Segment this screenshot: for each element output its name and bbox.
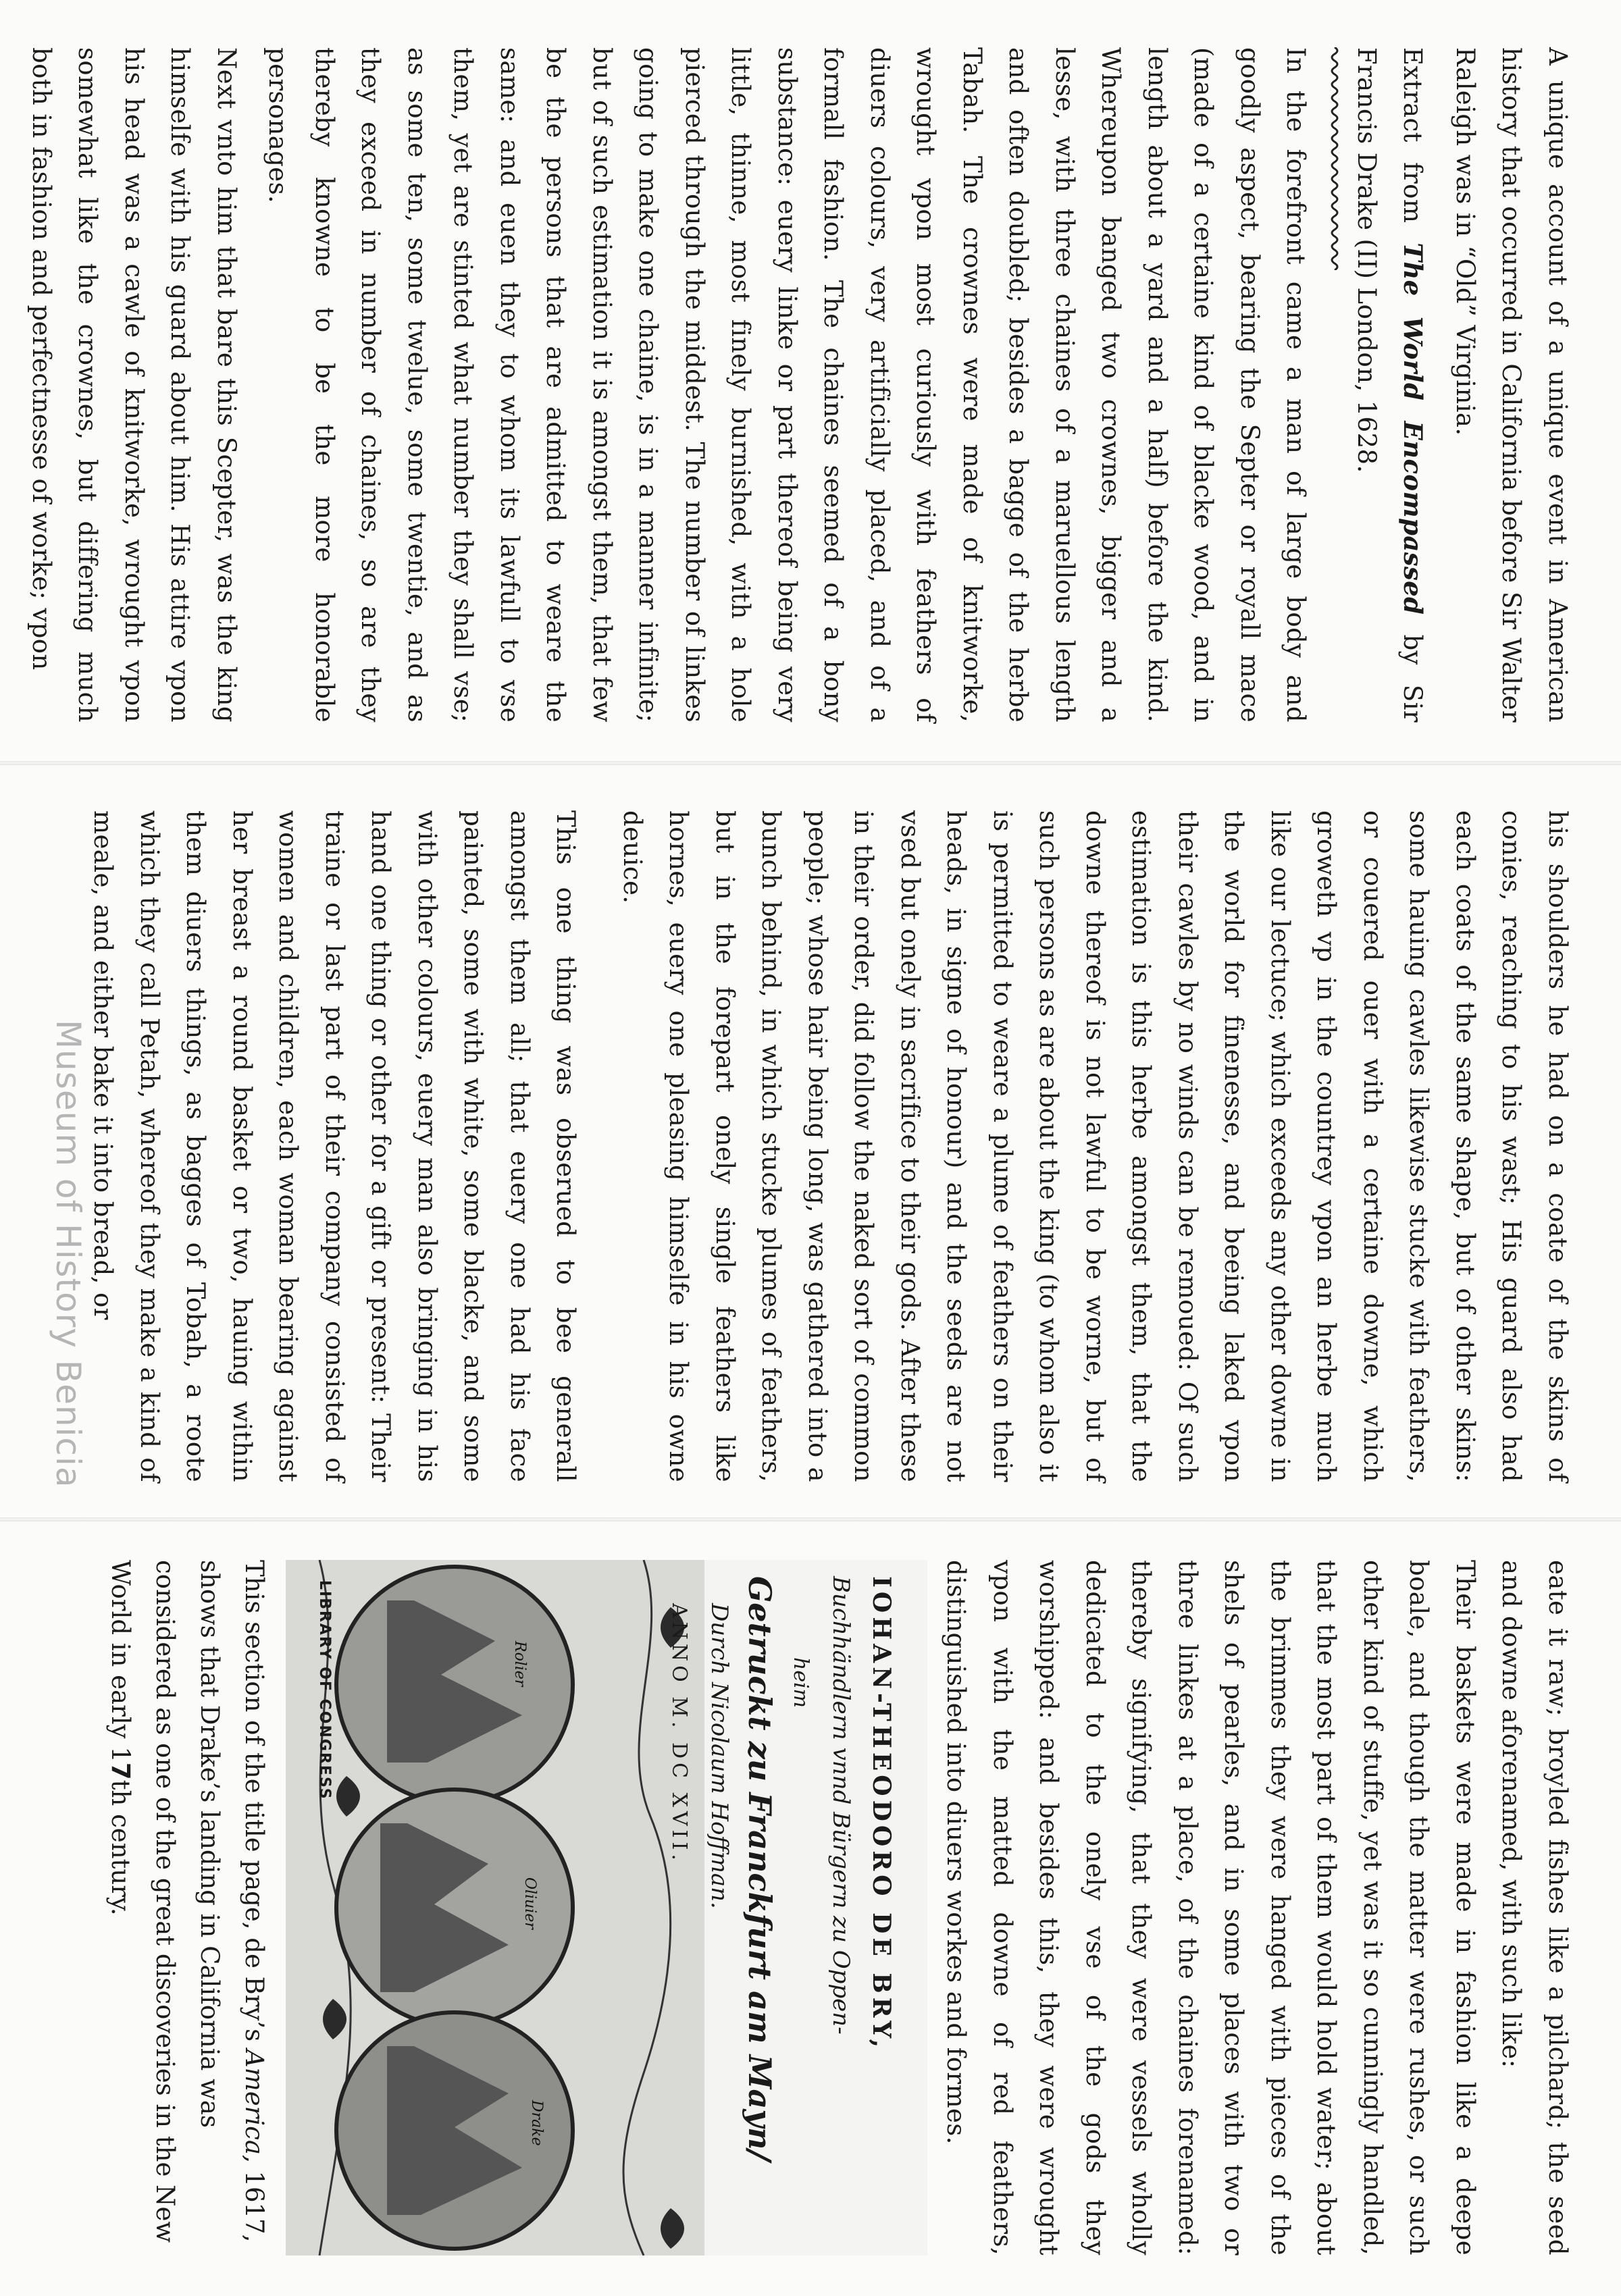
- painted-faces-paragraph: This one thing was obserued to bee generall amongst them all; that euery one had his face painted, some with white, some blacke, and some with other colours, euery man also bringing in his hand one thing or other for a gift or present: Their traine or last part of their company consisted of women and children, each woman bearing against her breast a round basket or two, hauing within them diuers things, as bagges of Tobah, a roote which they call Petah, whereof they make a kind of meale, and either bake it into bread, or: [88, 810, 581, 1482]
- imprint-printer: Durch Nicolaum Hoffman.: [706, 1603, 733, 1909]
- imprint-place: heim: [789, 1657, 813, 1708]
- imprint-publisher: IOHAN-THEODORO DE BRY,: [867, 1576, 896, 2052]
- extract-citation: [1343, 47, 1437, 723]
- extract-prefix: Extract from: [1398, 47, 1428, 224]
- library-stamp: LIBRARY OF CONGRESS: [316, 1580, 333, 1800]
- caption-end: th century.: [106, 1779, 135, 1916]
- imprint-year: ANNO M. DC XVII.: [667, 1603, 691, 1864]
- museum-watermark: Museum of History Benicia: [49, 1020, 88, 1488]
- panel-right: [0, 1519, 1621, 2296]
- imprint-lines: [659, 1576, 902, 2238]
- medallion-label: Oliuier: [521, 1877, 538, 1929]
- caption-body: 1617, shows that Drake’s landing in California was considered as one of the great discoveries in the New World in early 1: [106, 1560, 269, 2243]
- imprint-booksellers: Buchhändlern vnnd Bürgern zu Oppen-: [827, 1576, 854, 2035]
- food-paragraph: eate it raw; broyled fishes like a pilchard; the seed and downe aforenamed, with such like:: [1497, 1560, 1572, 2255]
- intro-paragraph: A unique account of a unique event in American history that occurred in California before Sir Walter Raleigh was in “Old” Virginia.: [1451, 47, 1572, 723]
- handwritten-correction: 7: [106, 1762, 135, 1780]
- imprint-printed-at: Getruckt zu Franckfurt am Mayn/: [742, 1576, 778, 2162]
- panel-left: [0, 0, 1621, 763]
- medallion-label: Rolier: [511, 1641, 528, 1687]
- procession-paragraph-2: Next vnto him that bare this Scepter, was the king himselfe with his guard about him. His attire vpon his head was a cawle of knitworke, wrought vpon somewhat like the crownes, but differing much both in fashion and perfectnesse of worke; vpon: [27, 47, 241, 723]
- panel-middle: [0, 763, 1621, 1519]
- procession-paragraph-1: In the forefront came a man of large body and goodly aspect, bearing the Septer or royall mace (made of a certaine kind of blacke wood, and in length about a yard and a half) before the kind. Whereupon banged two crownes, bigger and a lesse, with three chaines of a maruellous length and often doubled; besides a bagge of the herbe Tabah. The crownes were made of knitworke, wrought vpon most curiously with feathers of diuers colours, very artificially placed, and of a formall fashion. The chaines seemed of a bony substance: euery linke or part thereof being very little, thinne, most finely burnished, with a hole pierced through the middest. The number of linkes going to make one chaine, is in a manner infinite; but of such estimation it is amongst them, that few be the persons that are admitted to weare the same: and euen they to whom its lawfull to vse them, yet are stinted what number they shall vse; as some ten, some twelue, some twentie, and as they exceed in number of chaines, so are they thereby knowne to be the more honorable personages.: [263, 47, 1311, 723]
- caption-book-title: America,: [240, 2049, 269, 2163]
- medallion-label: Drake: [528, 2100, 545, 2146]
- de-bry-title-page-engraving: [286, 1560, 927, 2255]
- caption-prefix: This section of the title page, de Bry’s: [240, 1560, 269, 2042]
- engraving-caption: [98, 1560, 276, 2255]
- extract-suffix: by Sir Francis Drake (II) London, 1628.: [1352, 47, 1428, 723]
- book-title: The World Encompassed: [1398, 242, 1429, 615]
- wavy-underline-decoration: [1329, 47, 1342, 270]
- baskets-paragraph: Their baskets were made in fashion like a deepe boale, and though the matter were rushes, or such other kind of stuffe, yet was it so cunningly handled, that the most part of them would hold water; about the brimmes they were hanged with pieces of the shels of pearles, and in some places with two or three linkes at a place, of the chaines forenamed: thereby signifying, that they were vessels wholly dedicated to the onely vse of the gods they worshipped: and besides this, they were wrought vpon with the matted downe of red feathers, distinguished into diuers workes and formes.: [942, 1560, 1480, 2255]
- attire-paragraph: his shoulders he had on a coate of the skins of conies, reaching to his wast; His guard also had each coats of the same shape, but of other skins: some hauing cawles likewise stucke with feathers, or couered ouer with a certaine downe, which groweth vp in the countrey vpon an herbe much like our lectuce; which exceeds any other downe in the world for finenesse, and beeing laked vpon their cawles by no winds can be remoued: Of such estimation is this herbe amongst them, that the downe thereof is not lawful to be worne, but of such persons as are about the king (to whom also it is permitted to weare a plume of feathers on their heads, in signe of honour) and the seeds are not vsed but onely in sacrifice to their gods. After these in their order, did follow the naked sort of common people; whose hair being long, was gathered into a bunch behind, in which stucke plumes of feathers, but in the forepart onely single feathers like hornes, euery one pleasing himselfe in his owne deuice.: [618, 810, 1572, 1482]
